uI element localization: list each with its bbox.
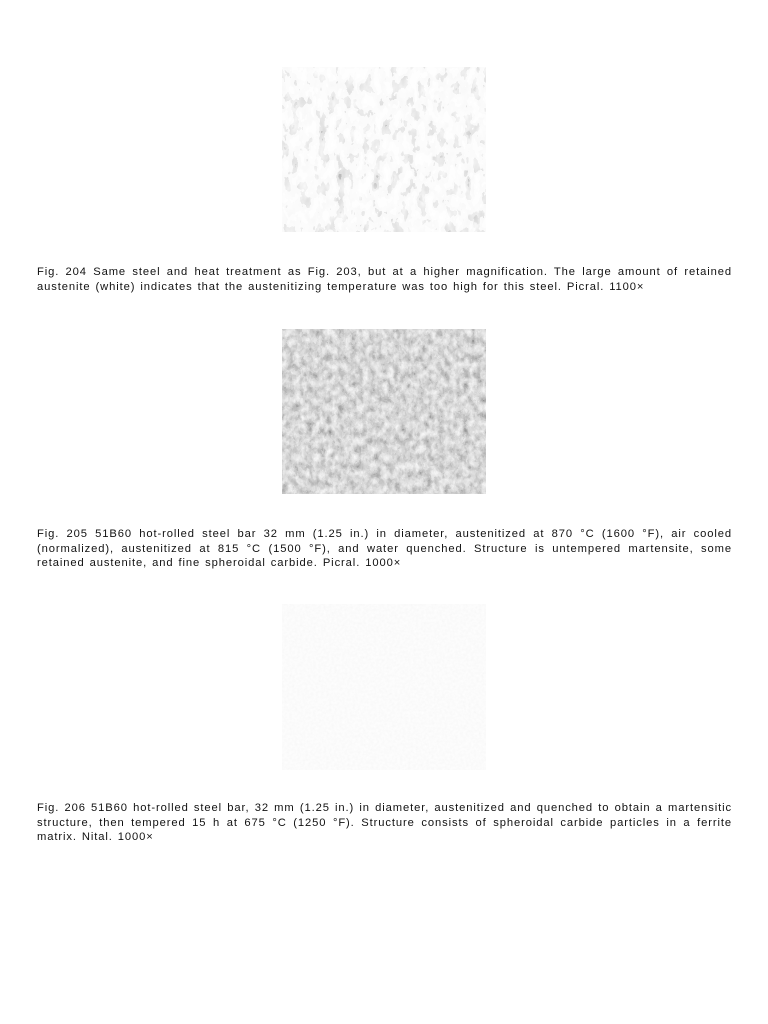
micrograph-fig-204 [282, 67, 486, 232]
figure-caption-206: Fig. 206 51B60 hot-rolled steel bar, 32 mm (1.25 in.) in diameter, austenitized and quenched to obtain a martensitic structure, then tempered 15 h at 675 °C (1250 °F). Structure consists of spheroidal carbide particles in a ferrite matrix. Nital. 1000× [37, 802, 732, 844]
micrograph-fig-205 [282, 329, 486, 494]
figure-caption-204: Fig. 204 Same steel and heat treatment as Fig. 203, but at a higher magnification. The large amount of retained austenite (white) indicates that the austenitizing temperature was too high for this steel. Picral. 1100× [37, 266, 732, 293]
micrograph-fig-206 [282, 604, 486, 770]
figure-caption-205: Fig. 205 51B60 hot-rolled steel bar 32 mm (1.25 in.) in diameter, austenitized at 870 °C (1600 °F), air cooled (normalized), austenitized at 815 °C (1500 °F), and water quenched. Structure is untempered martensite, some retained austenite, and fine spheroidal carbide. Picral. 1000× [37, 528, 732, 570]
